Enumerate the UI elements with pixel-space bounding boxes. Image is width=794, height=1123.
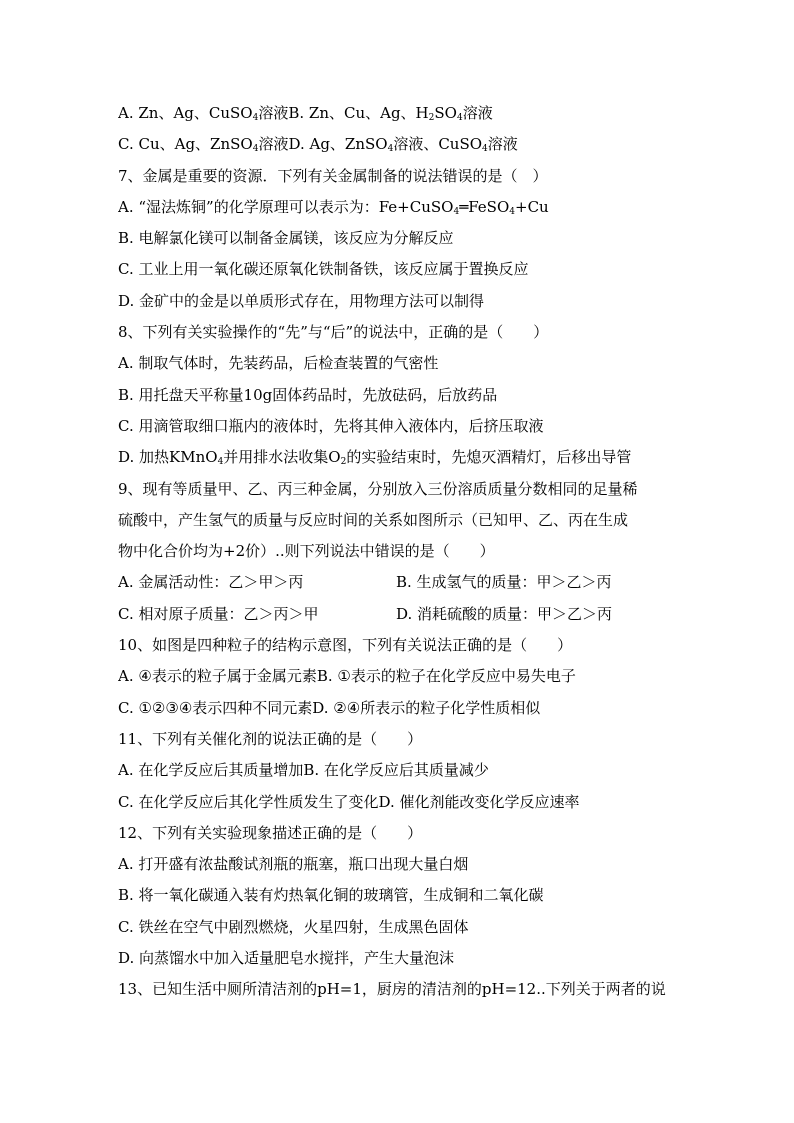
q12-stem: 12、下列有关实验现象描述正确的是（ ） bbox=[118, 823, 423, 842]
q11-option-cd: C. 在化学反应后其化学性质发生了变化D. 催化剂能改变化学反应速率 bbox=[118, 792, 580, 811]
q11-stem: 11、下列有关催化剂的说法正确的是（ ） bbox=[118, 729, 423, 748]
q12-option-b: B. 将一氧化碳通入装有灼热氧化铜的玻璃管，生成铜和二氧化碳 bbox=[118, 886, 544, 905]
q9-option-b: B. 生成氢气的质量：甲＞乙＞丙 bbox=[396, 573, 612, 592]
document-page bbox=[118, 98, 678, 1006]
q10-option-ab: A. ④表示的粒子属于金属元素B. ①表示的粒子在化学反应中易失电子 bbox=[118, 667, 576, 686]
q9-option-d: D. 消耗硫酸的质量：甲＞乙＞丙 bbox=[396, 604, 613, 623]
q9-option-c: C. 相对原子质量：乙＞丙＞甲 bbox=[118, 604, 319, 623]
q6-option-ab: A. Zn、Ag、CuSO$_4$溶液B. Zn、Cu、Ag、$H_2SO_4$溶液 bbox=[118, 104, 493, 123]
q11-option-ab: A. 在化学反应后其质量增加B. 在化学反应后其质量减少 bbox=[118, 761, 489, 780]
q12-option-d: D. 向蒸馏水中加入适量肥皂水搅拌，产生大量泡沫 bbox=[118, 949, 455, 968]
q8-option-b: B. 用托盘天平称量10g固体药品时，先放砝码，后放药品 bbox=[118, 385, 498, 404]
q7-option-a: A. “湿法炼铜”的化学原理可以表示为：Fe+CuSO$_4$═FeSO$_4$+Cu bbox=[118, 197, 549, 217]
q9-options-cd bbox=[118, 599, 678, 630]
q10-option-cd: C. ①②③④表示四种不同元素D. ②④所表示的粒子化学性质相似 bbox=[118, 698, 541, 717]
q12-option-c: C. 铁丝在空气中剧烈燃烧，火星四射，生成黑色固体 bbox=[118, 917, 469, 936]
q6-option-cd: C. Cu、Ag、ZnSO$_4$溶液D. Ag、ZnSO$_4$溶液、CuSO$_4$溶液 bbox=[118, 135, 518, 155]
q9-stem-line2: 硫酸中，产生氢气的质量与反应时间的关系如图所示（已知甲、乙、丙在生成 bbox=[118, 510, 629, 529]
q9-option-a: A. 金属活动性：乙＞甲＞丙 bbox=[118, 573, 304, 592]
q12-option-a: A. 打开盛有浓盐酸试剂瓶的瓶塞，瓶口出现大量白烟 bbox=[118, 855, 469, 874]
q9-options-ab bbox=[118, 567, 678, 598]
q8-option-a: A. 制取气体时，先装药品，后检查装置的气密性 bbox=[118, 354, 439, 373]
q8-option-c: C. 用滴管取细口瓶内的液体时，先将其伸入液体内，后挤压取液 bbox=[118, 416, 544, 435]
q7-stem: 7、金属是重要的资源．下列有关金属制备的说法错误的是（ ） bbox=[118, 166, 548, 185]
q7-option-b: B. 电解氯化镁可以制备金属镁，该反应为分解反应 bbox=[118, 229, 454, 248]
q8-stem: 8、下列有关实验操作的“先”与“后”的说法中，正确的是（ ） bbox=[118, 323, 549, 342]
q8-option-d: D. 加热KMnO$_4$并用排水法收集$O_2$的实验结束时，先熄灭酒精灯，后移出导管 bbox=[118, 448, 632, 468]
q7-option-d: D. 金矿中的金是以单质形式存在，用物理方法可以制得 bbox=[118, 291, 485, 310]
q13-stem: 13、已知生活中厕所清洁剂的pH=1，厨房的清洁剂的pH=12..下列关于两者的说 bbox=[118, 980, 666, 999]
q9-stem-line1: 9、现有等质量甲、乙、丙三种金属，分别放入三份溶质质量分数相同的足量稀 bbox=[118, 479, 638, 498]
q7-option-c: C. 工业上用一氧化碳还原氧化铁制备铁，该反应属于置换反应 bbox=[118, 260, 529, 279]
q9-stem-line3: 物中化合价均为+2价）..则下列说法中错误的是（ ） bbox=[118, 542, 495, 561]
q10-stem: 10、如图是四种粒子的结构示意图，下列有关说法正确的是（ ） bbox=[118, 636, 573, 655]
